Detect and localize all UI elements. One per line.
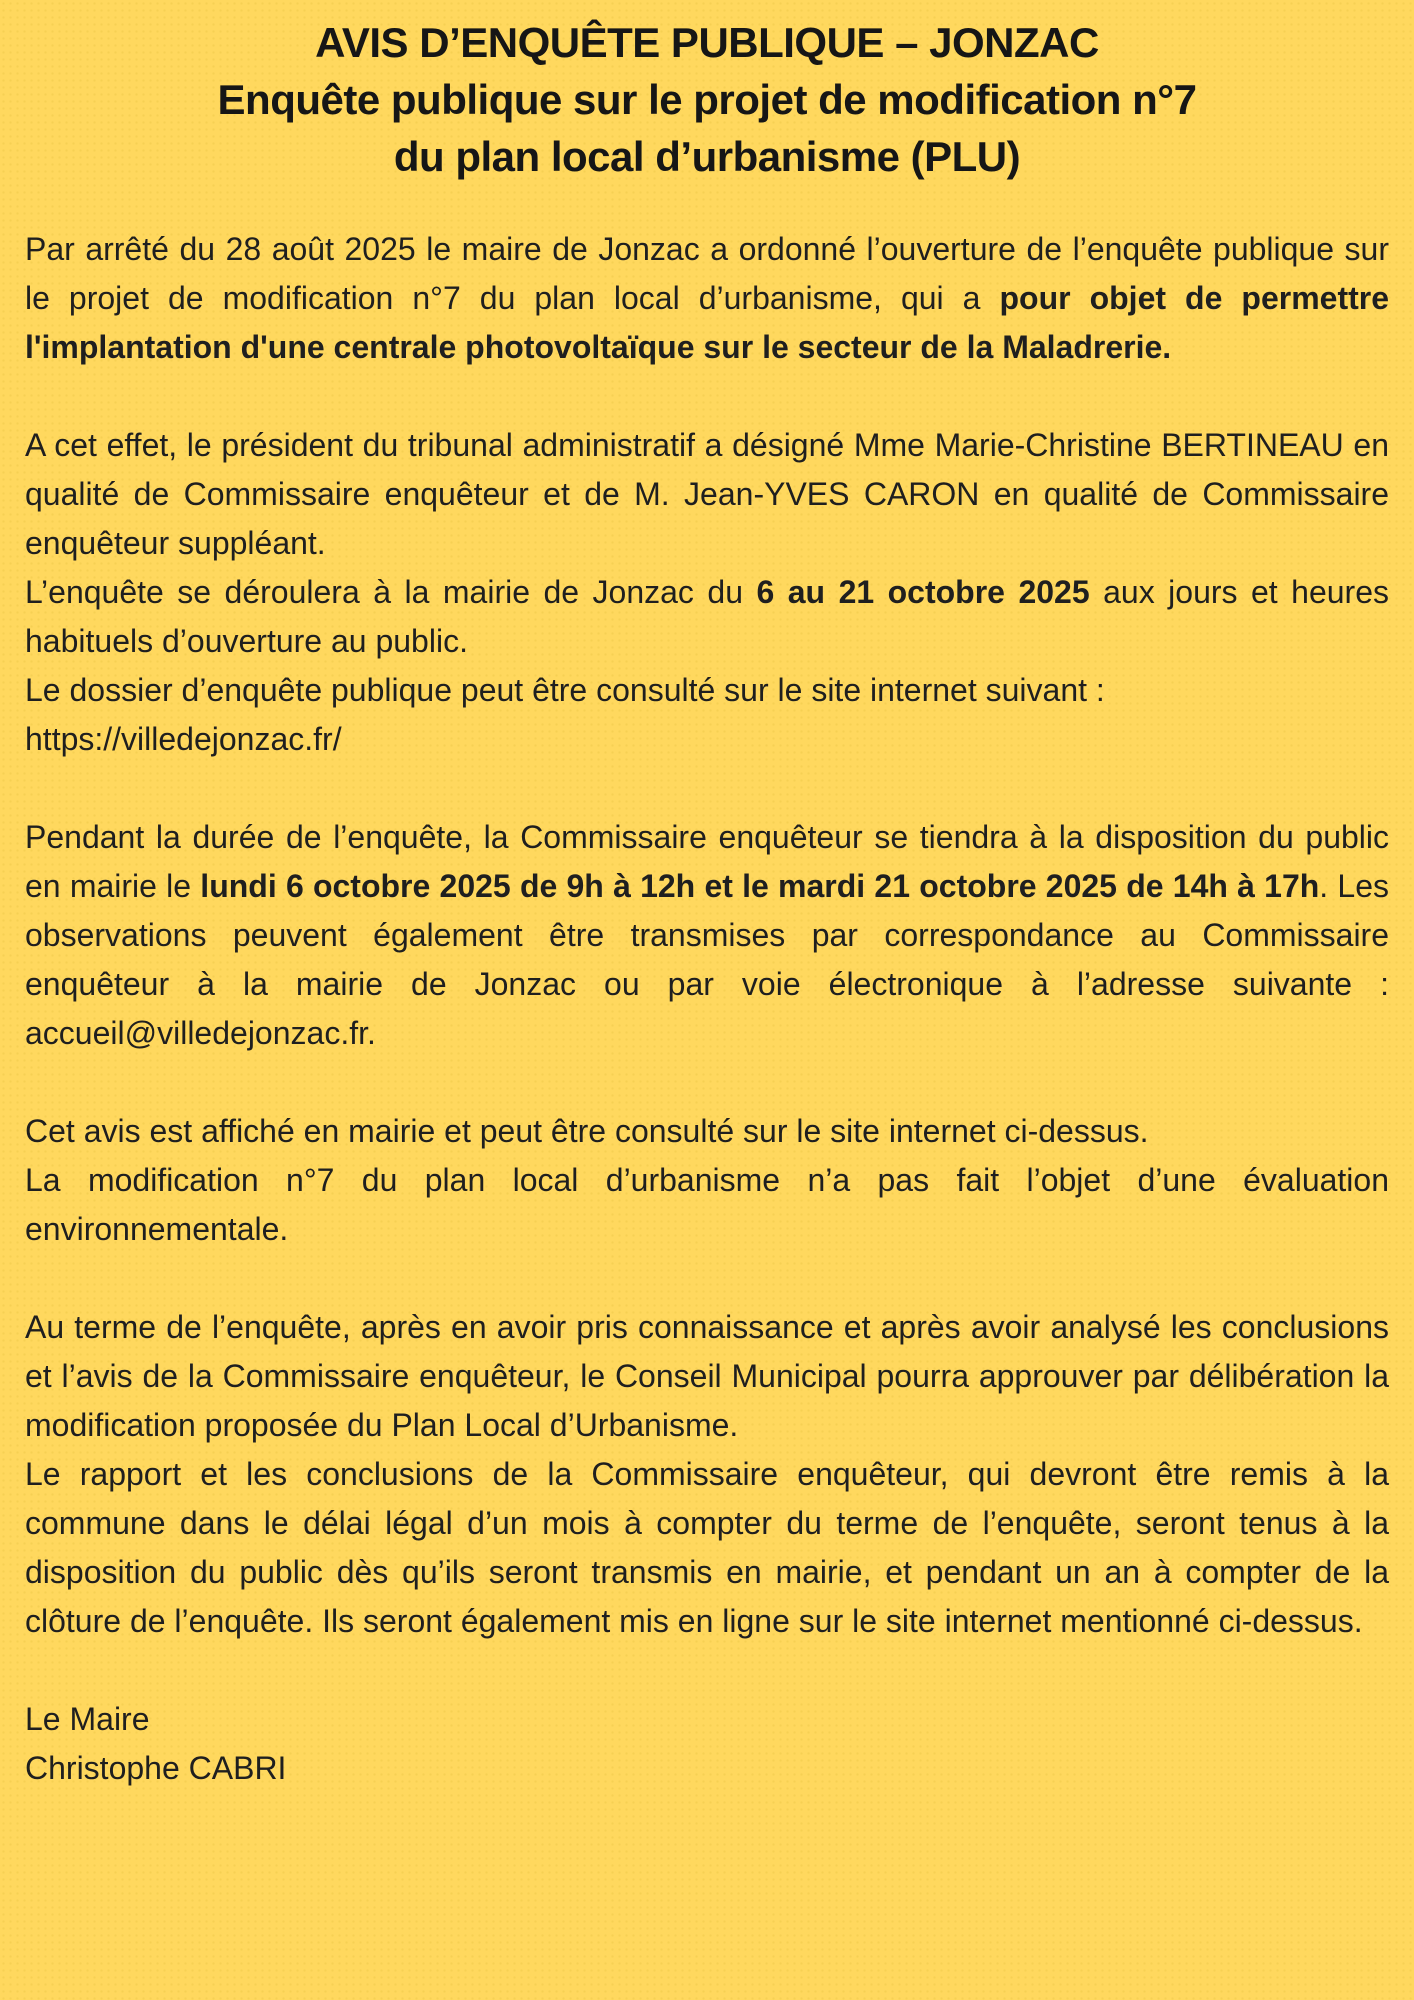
signature-block [25,1695,1389,1793]
bold-dates-enquete-text: 6 au 21 octobre 2025 [756,574,1090,610]
text-segment: Pendant la durée de l’enquête, la Commissaire enquêteur se tiendra à la disposition du public en mairie le [25,819,1389,904]
text-segment: Le rapport et les conclusions de la Commissaire enquêteur, qui devront être remis à la commune dans le délai légal d’un mois à compter du terme de l’enquête, seront tenus à la disposition du public dès qu’ils seront transmis en mairie, et pendant un an à compter de la clôture de l’enquête. Ils seront également mis en ligne sur le site internet mentionné ci-dessus. [25,1456,1389,1639]
paragraph-ouverture-enquete [25,225,1389,372]
notice-header [25,14,1389,185]
text-segment: Cet avis est affiché en mairie et peut être consulté sur le site internet ci-dessus. [25,1113,1149,1149]
signature-role-text: Le Maire [25,1701,150,1737]
notice-title-line-1: AVIS D’ENQUÊTE PUBLIQUE – JONZAC [315,19,1099,66]
contact-email-text: accueil@villedejonzac.fr [25,1015,367,1051]
text-segment: . Les observations peuvent également être transmises par correspondance au Commissaire enquêteur à la mairie de Jonzac ou par voie électronique à l’adresse suivante : [25,868,1390,1002]
paragraph-designation-commissaire [25,421,1389,764]
notice-title-line-3: du plan local d’urbanisme (PLU) [393,133,1021,180]
paragraph-rapport-conclusions [25,1303,1389,1646]
notice-title-line-2: Enquête publique sur le projet de modification n°7 [217,76,1197,123]
text-segment: Le dossier d’enquête publique peut être consulté sur le site internet suivant : [25,672,1105,708]
text-segment: aux jours et heures habituels d’ouverture au public. [25,574,1390,659]
text-segment: L’enquête se déroulera à la mairie de Jonzac du [25,574,757,610]
paragraph-affichage-evaluation [25,1107,1389,1254]
text-segment: La modification n°7 du plan local d’urbanisme n’a pas fait l’objet d’une évaluation environnementale. [25,1162,1389,1247]
bold-permanences-text: lundi 6 octobre 2025 de 9h à 12h et le mardi 21 octobre 2025 de 14h à 17h [200,868,1320,904]
bold-objet-text: pour objet de permettre l'implantation d'une centrale photovoltaïque sur le secteur de la Maladrerie. [25,280,1389,365]
website-url-text: https://villedejonzac.fr/ [25,721,342,757]
signature-name-text: Christophe CABRI [25,1750,287,1786]
text-segment: A cet effet, le président du tribunal administratif a désigné Mme Marie-Christine BERTINEAU en qualité de Commissaire enquêteur et de M. Jean-YVES CARON en qualité de Commissaire enquêteur suppléant. [25,427,1389,561]
text-segment: . [366,1015,376,1051]
text-segment: Par arrêté du 28 août 2025 le maire de Jonzac a ordonné l’ouverture de l’enquête publique sur le projet de modification n°7 du plan local d’urbanisme, qui a [25,231,1389,316]
text-segment: Au terme de l’enquête, après en avoir pris connaissance et après avoir analysé les conclusions et l’avis de la Commissaire enquêteur, le Conseil Municipal pourra approuver par délibération la modification proposée du Plan Local d’Urbanisme. [25,1309,1389,1443]
paragraph-permanences [25,813,1389,1058]
